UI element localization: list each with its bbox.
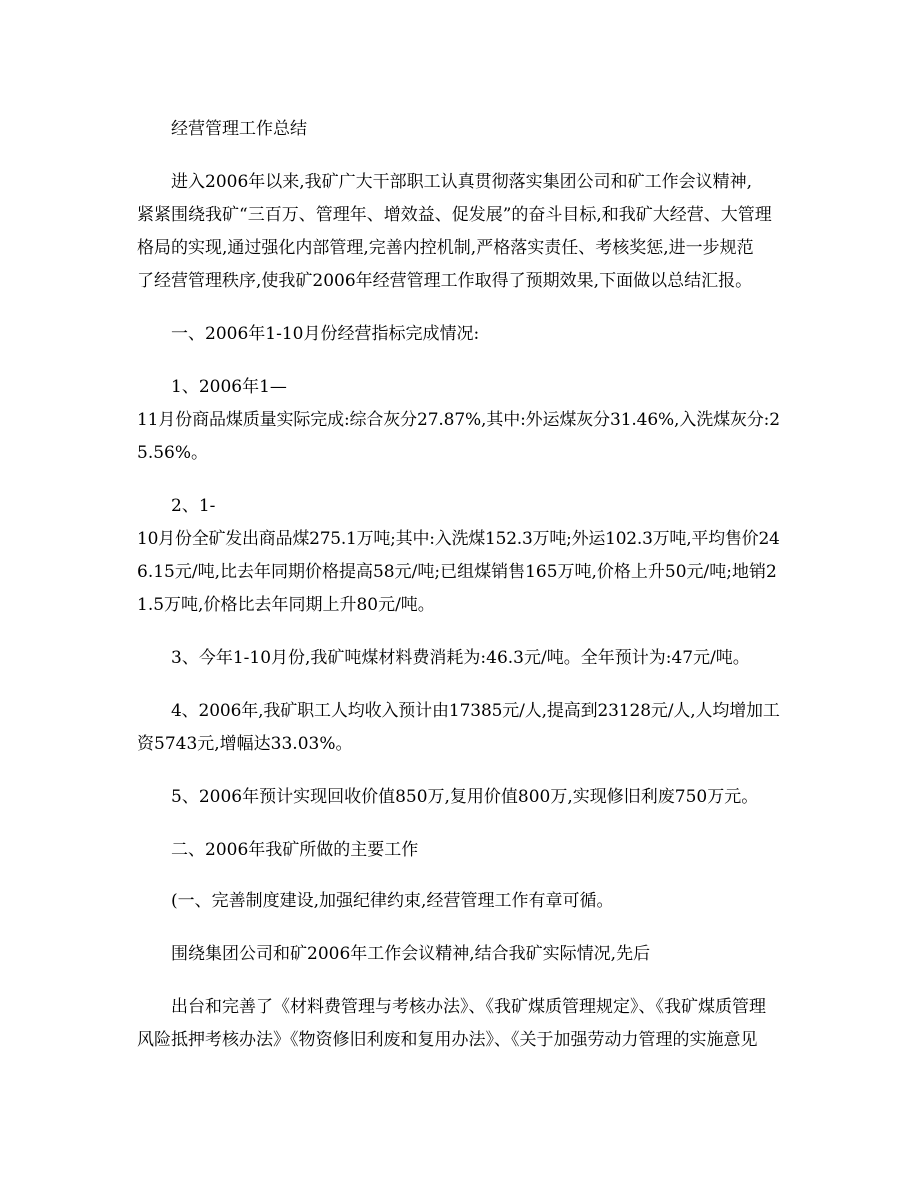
item2-line-3: 6.15元/吨,比去年同期价格提高58元/吨;已组煤销售165万吨,价格上升50元/吨;地销2	[137, 562, 777, 582]
item1-line-1: 1、2006年1—	[171, 377, 287, 397]
intro-line-3: 格局的实现,通过强化内部管理,完善内控机制,严格落实责任、考核奖惩,进一步规范	[137, 238, 754, 258]
document-title: 经营管理工作总结	[171, 119, 307, 139]
item2-line-1: 2、1-	[171, 496, 216, 516]
item1-line-2: 11月份商品煤质量实际完成:综合灰分27.87%,其中:外运煤灰分31.46%,入洗煤灰分:2	[137, 410, 780, 430]
intro-line-1: 进入2006年以来,我矿广大干部职工认真贯彻落实集团公司和矿工作会议精神,	[171, 172, 753, 192]
item1-line-3: 5.56%。	[137, 443, 209, 463]
paragraph-a: 围绕集团公司和矿2006年工作会议精神,结合我矿实际情况,先后	[171, 944, 651, 964]
item2-line-2: 10月份全矿发出商品煤275.1万吨;其中:入洗煤152.3万吨;外运102.3万吨,平均售价24	[137, 529, 780, 549]
item2-line-4: 1.5万吨,价格比去年同期上升80元/吨。	[137, 595, 435, 615]
item4-line-1: 4、2006年,我矿职工人均收入预计由17385元/人,提高到23128元/人,人均增加工	[171, 701, 780, 721]
item3-line: 3、今年1-10月份,我矿吨煤材料费消耗为:46.3元/吨。全年预计为:47元/吨。	[171, 648, 750, 668]
subsection1-heading: (一、完善制度建设,加强纪律约束,经营管理工作有章可循。	[171, 891, 614, 911]
item5-line: 5、2006年预计实现回收价值850万,复用价值800万,实现修旧利废750万元。	[171, 787, 759, 807]
paragraph-b-line-2: 风险抵押考核办法》《物资修旧利废和复用办法》、《关于加强劳动力管理的实施意见	[137, 1030, 758, 1050]
section2-heading: 二、2006年我矿所做的主要工作	[171, 840, 419, 860]
intro-line-2: 紧紧围绕我矿“三百万、管理年、增效益、促发展”的奋斗目标,和我矿大经营、大管理	[137, 205, 772, 225]
section1-heading: 一、2006年1-10月份经营指标完成情况:	[171, 324, 480, 344]
item4-line-2: 资5743元,增幅达33.03%。	[137, 734, 353, 754]
paragraph-b-line-1: 出台和完善了《材料费管理与考核办法》、《我矿煤质管理规定》、《我矿煤质管理	[171, 997, 766, 1017]
intro-line-4: 了经营管理秩序,使我矿2006年经营管理工作取得了预期效果,下面做以总结汇报。	[137, 271, 753, 291]
